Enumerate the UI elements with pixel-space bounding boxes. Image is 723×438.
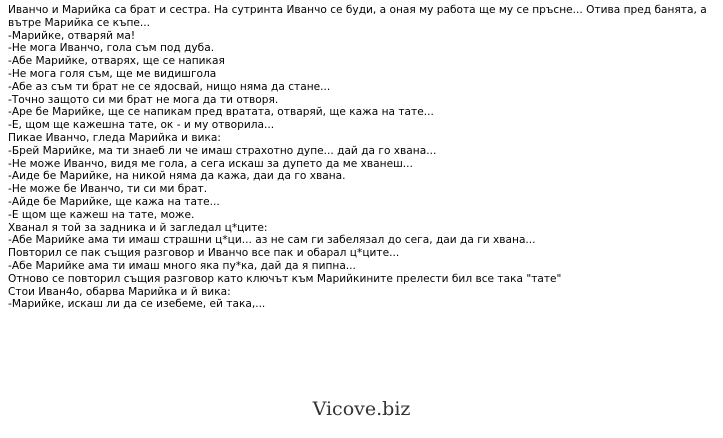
- joke-line: Стои Иван4о, обарва Марийка и й вика:: [8, 285, 231, 298]
- joke-line: -Абе Марийке ама ти имаш страшни ц*ци... аз не сам ги забелязал до сега, даи да ги хвана...: [8, 234, 536, 247]
- joke-line: -Айде бе Марийке, ще кажа на тате...: [8, 195, 220, 208]
- joke-line: -Марийке, отваряй ма!: [8, 29, 136, 42]
- site-watermark: Vicove.biz: [312, 398, 411, 420]
- joke-line: Иванчо и Марийка са брат и сестра. На сутринта Иванчо се буди, а оная му работа ще му се пръсне... Отива пред банята, а вътре Марийка се къпе...: [8, 4, 711, 29]
- joke-line: -Не може Иванчо, видя ме гола, а сега искаш за дупето да ме хванеш...: [8, 157, 413, 170]
- joke-line: -Е, щом ще кажешна тате, ок - и му отворила...: [8, 119, 275, 132]
- joke-line: -Не мога Иванчо, гола съм под дуба.: [8, 42, 215, 55]
- joke-line: -Е щом ще кажеш на тате, може.: [8, 208, 195, 221]
- joke-line: -Абе Марийке, отварях, ще се напикая: [8, 55, 225, 68]
- joke-line: -Абе Марийке ама ти имаш много яка пу*ка, дай да я пипна...: [8, 259, 356, 272]
- joke-line: -Не може бе Иванчо, ти си ми брат.: [8, 183, 208, 196]
- joke-line: Хванал я той за задника и й загледал ц*ците:: [8, 221, 268, 234]
- joke-line: -Брей Марийке, ма ти знаеб ли че имаш страхотно дупе... дай да го хвана...: [8, 144, 437, 157]
- joke-line: Отново се повторил същия разговор като ключът към Марийкините прелести бил все така "тате": [8, 272, 562, 285]
- joke-line: Повторил се пак същия разговор и Иванчо все пак и обарал ц*ците...: [8, 247, 400, 260]
- joke-line: -Точно защото си ми брат не мога да ти отворя.: [8, 93, 279, 106]
- joke-line: Пикае Иванчо, гледа Марийка и вика:: [8, 131, 221, 144]
- joke-line: -Марийке, искаш ли да се изебеме, ей така,...: [8, 298, 266, 311]
- joke-line: -Аре бе Марийке, ще се напикам пред вратата, отваряй, ще кажа на тате...: [8, 106, 434, 119]
- joke-text: [8, 4, 716, 311]
- joke-line: -Не мога голя съм, ще ме видишгола: [8, 67, 217, 80]
- joke-line: -Аиде бе Марийке, на никой няма да кажа, даи да го хвана.: [8, 170, 346, 183]
- joke-line: -Абе аз съм ти брат не се ядосвай, нищо няма да стане...: [8, 80, 331, 93]
